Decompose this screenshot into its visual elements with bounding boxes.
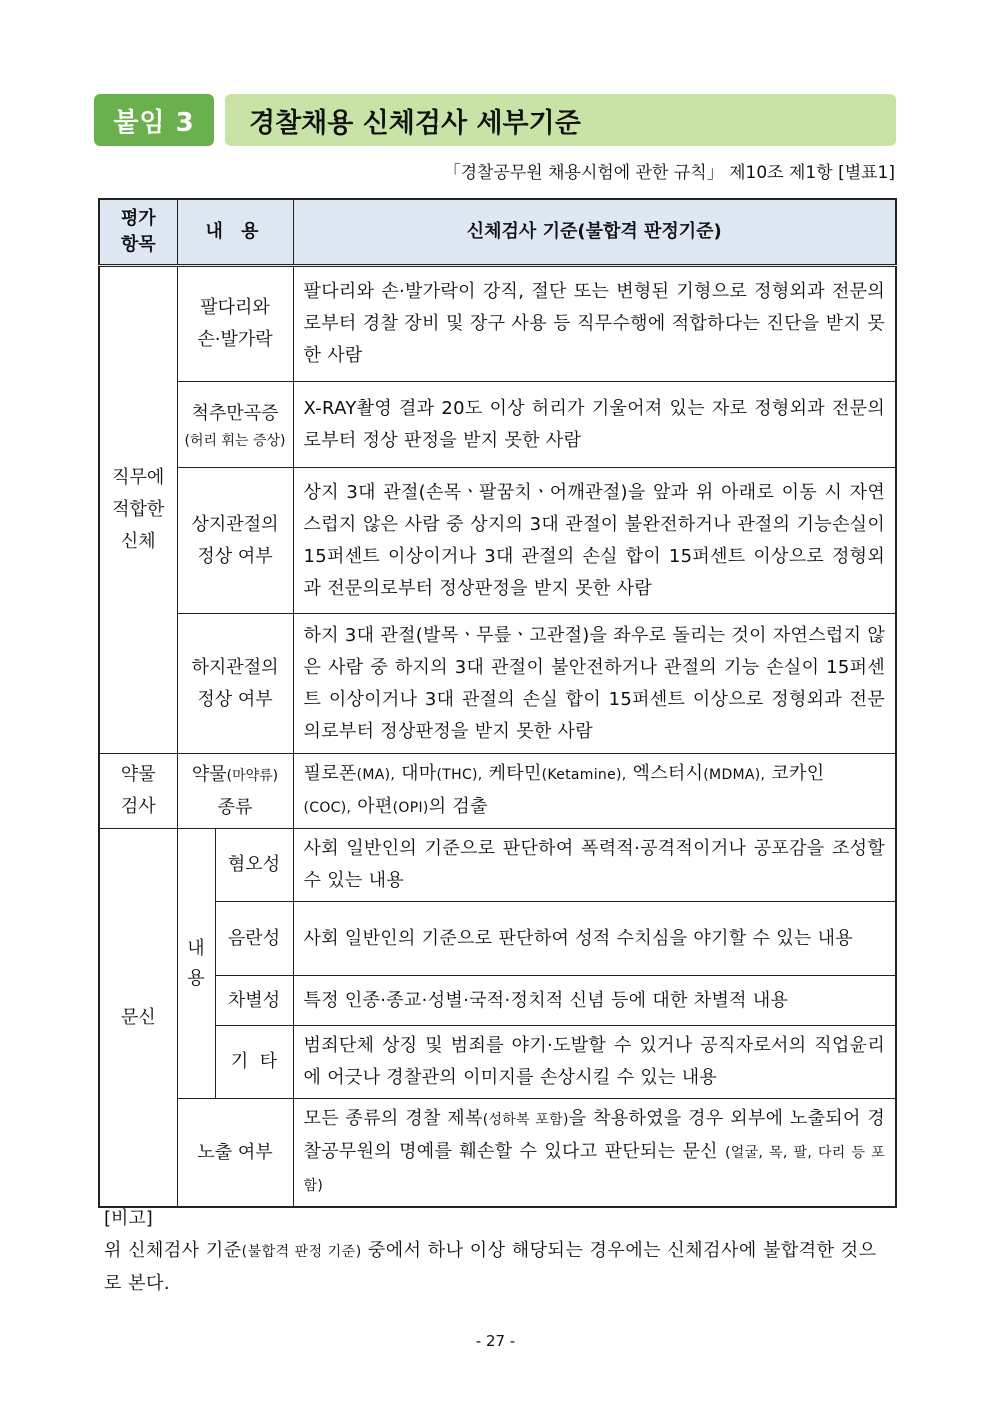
item-discrimination: 차별성 (215, 976, 293, 1026)
item-exposure: 노출 여부 (177, 1099, 293, 1208)
item-spine-note: (허리 휘는 증상) (184, 432, 286, 449)
tattoo-content-label: 내 용 (177, 829, 215, 1099)
drug-ma-code: (MA), (356, 767, 396, 783)
drug-ma: 필로폰 (303, 763, 357, 784)
category-drug: 약물 검사 (99, 754, 177, 829)
legal-source: 「경찰공무원 채용시험에 관한 규칙」 제10조 제1항 [별표1] (443, 163, 895, 183)
item-spine (177, 382, 293, 468)
item-drug-line2: 종류 (217, 796, 253, 818)
criteria-spine: X-RAY촬영 결과 20도 이상 허리가 기울어져 있는 자로 정형외과 전문의로부터 정상 판정을 받지 못한 사람 (293, 382, 896, 468)
criteria-table (98, 198, 897, 1208)
table-row (99, 829, 896, 902)
exposure-text-a: 모든 종류의 경찰 제복 (303, 1108, 483, 1129)
drug-mdma: 엑스터시 (626, 763, 704, 784)
table-header-row (99, 199, 896, 266)
category-body: 직무에 적합한 신체 (99, 266, 177, 754)
item-etc: 기 타 (215, 1026, 293, 1099)
criteria-drug (293, 754, 896, 829)
item-drug-line1 (178, 759, 293, 792)
drug-thc: 대마 (395, 763, 437, 784)
item-hate: 혐오성 (215, 829, 293, 902)
table-row (99, 266, 896, 382)
drug-coc: 코카인 (765, 763, 825, 784)
remarks-text-a: 위 신체검사 기준 (104, 1240, 242, 1261)
table-row (99, 902, 896, 976)
remarks-label: [비고] (104, 1208, 153, 1229)
criteria-etc: 범죄단체 상징 및 범죄를 야기·도발할 수 있거나 공직자로서의 직업윤리에 어긋나 경찰관의 이미지를 손상시킬 수 있는 내용 (293, 1026, 896, 1099)
criteria-limbs: 팔다리와 손·발가락이 강직, 절단 또는 변형된 기형으로 정형외과 전문의로부터 경찰 장비 및 장구 사용 등 직무수행에 적합하다는 진단을 받지 못한 사람 (293, 266, 896, 382)
drug-mdma-code: (MDMA), (703, 767, 766, 783)
item-obscene: 음란성 (215, 902, 293, 976)
category-tattoo: 문신 (99, 829, 177, 1208)
table-row (99, 382, 896, 468)
criteria-exposure (293, 1099, 896, 1208)
drug-opi-code: (OPI) (392, 800, 429, 816)
criteria-hate: 사회 일반인의 기준으로 판단하여 폭력적·공격적이거나 공포감을 조성할 수 있는 내용 (293, 829, 896, 902)
remarks-text-b: (불합격 판정 기준) (241, 1244, 362, 1260)
exposure-text-b: (성하복 포함) (482, 1112, 569, 1128)
drug-ketamine: 케타민 (482, 763, 542, 784)
page-title: 경찰채용 신체검사 세부기준 (225, 94, 896, 146)
criteria-upper-joint: 상지 3대 관절(손목ㆍ팔꿈치ㆍ어깨관절)을 앞과 위 아래로 이동 시 자연스럽지 않은 사람 중 상지의 3대 관절이 불완전하거나 관절의 기능손실이 15퍼센트 이상이거나 3대 관절의 손실 합이 15퍼센트 이상으로 정형외과 전문의로부터 정상판정을 받지 못한 사람 (293, 468, 896, 614)
table-row (99, 1099, 896, 1208)
table-row (99, 754, 896, 829)
page-header (94, 94, 896, 146)
item-upper-joint: 상지관절의 정상 여부 (177, 468, 293, 614)
remarks-text-c: 중에서 하나 이상 해당되는 경우에는 신체검사에 불합격한 것으로 본다. (104, 1240, 877, 1294)
table-row (99, 1026, 896, 1099)
page-number: - 27 - (475, 1332, 516, 1350)
remarks-text (104, 1235, 894, 1300)
attachment-badge: 붙임 3 (94, 94, 214, 146)
exposure-text-d: (얼굴, 목, 팔, 다리 등 포함) (303, 1145, 886, 1194)
table-row (99, 614, 896, 754)
drug-coc-code: (COC), (303, 800, 352, 816)
item-limbs: 팔다리와 손·발가락 (177, 266, 293, 382)
criteria-obscene: 사회 일반인의 기준으로 판단하여 성적 수치심을 야기할 수 있는 내용 (293, 902, 896, 976)
criteria-discrimination: 특정 인종·종교·성별·국적·정치적 신념 등에 대한 차별적 내용 (293, 976, 896, 1026)
criteria-lower-joint: 하지 3대 관절(발목ㆍ무릎ㆍ고관절)을 좌우로 돌리는 것이 자연스럽지 않은 사람 중 하지의 3대 관절이 불안전하거나 관절의 기능 손실이 15퍼센트 이상이거나 3대 관절의 손실 합이 15퍼센트 이상으로 정형외과 전문의로부터 정상판정을 받지 못한 사람 (293, 614, 896, 754)
table-row (99, 976, 896, 1026)
item-drug-sub: (마약류) (226, 767, 279, 784)
exposure-text-c: 을 착용하였을 경우 외부에 노출되어 경찰공무원의 명예를 훼손할 수 있다고 판단되는 문신 (303, 1108, 886, 1162)
drug-detection: 의 검출 (428, 796, 488, 817)
drug-opi: 아편 (351, 796, 393, 817)
item-lower-joint: 하지관절의 정상 여부 (177, 614, 293, 754)
header-content: 내 용 (177, 199, 293, 266)
remarks (104, 1203, 894, 1300)
item-drug-main: 약물 (191, 763, 227, 785)
header-criteria: 신체검사 기준(불합격 판정기준) (293, 199, 896, 266)
drug-ketamine-code: (Ketamine), (541, 767, 627, 783)
header-category: 평가 항목 (99, 199, 177, 266)
table-row (99, 468, 896, 614)
item-drug (177, 754, 293, 829)
drug-thc-code: (THC), (436, 767, 483, 783)
item-spine-label: 척추만곡증 (191, 402, 279, 424)
